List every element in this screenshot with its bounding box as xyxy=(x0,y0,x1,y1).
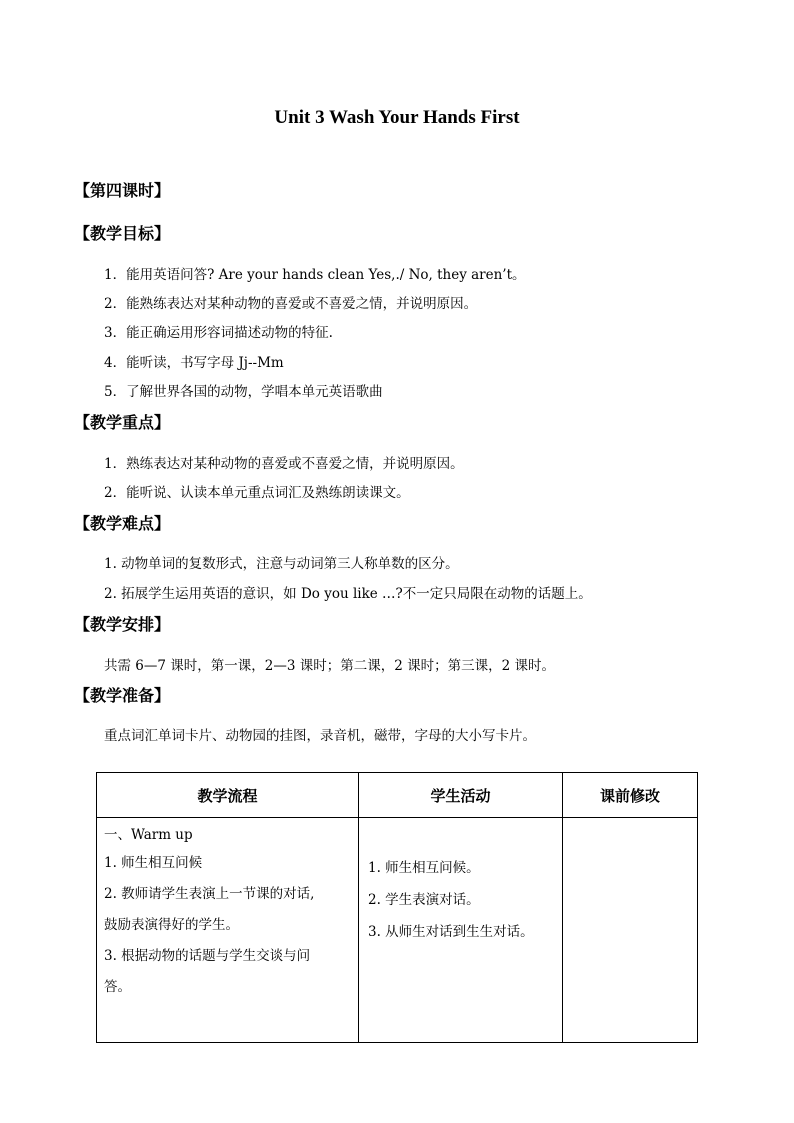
preparation-heading: 【教学准备】 xyxy=(74,686,171,705)
objective-item: 4．能听读，书写字母 Jj--Mm xyxy=(104,355,284,371)
key-point-item: 2．能听说、认读本单元重点词汇及熟练朗读课文。 xyxy=(104,485,410,501)
header-process: 教学流程 xyxy=(97,773,359,818)
document-title: Unit 3 Wash Your Hands First xyxy=(274,107,520,128)
lesson-flow-table xyxy=(96,772,698,1043)
difficulty-item: 2. 拓展学生运用英语的意识，如 Do you like …?不一定只局限在动物的话题上。 xyxy=(104,586,592,602)
process-cell xyxy=(97,818,359,1043)
arrangement-text: 共需 6—7 课时，第一课，2—3 课时；第二课，2 课时；第三课，2 课时。 xyxy=(104,658,555,674)
process-line: 2. 教师请学生表演上一节课的对话, xyxy=(104,886,315,902)
process-line: 一、Warm up xyxy=(104,827,193,843)
difficulties-heading: 【教学难点】 xyxy=(74,514,171,533)
process-line: 3. 根据动物的话题与学生交谈与问 xyxy=(104,948,311,964)
student-line: 2. 学生表演对话。 xyxy=(368,892,480,908)
lesson-heading: 【第四课时】 xyxy=(74,181,171,200)
objective-item: 3．能正确运用形容词描述动物的特征. xyxy=(104,325,333,341)
process-line: 答。 xyxy=(104,979,131,995)
header-student-activity: 学生活动 xyxy=(359,773,563,818)
key-points-heading: 【教学重点】 xyxy=(74,413,171,432)
preparation-text: 重点词汇单词卡片、动物园的挂图，录音机，磁带，字母的大小写卡片。 xyxy=(104,728,536,744)
student-line: 3. 从师生对话到生生对话。 xyxy=(368,924,534,940)
objective-item: 5．了解世界各国的动物，学唱本单元英语歌曲 xyxy=(104,384,383,400)
student-line: 1. 师生相互问候。 xyxy=(368,860,480,876)
arrangement-heading: 【教学安排】 xyxy=(74,615,171,634)
objectives-heading: 【教学目标】 xyxy=(74,224,171,243)
process-line: 1. 师生相互问候 xyxy=(104,855,203,871)
objective-item: 2．能熟练表达对某种动物的喜爱或不喜爱之情，并说明原因。 xyxy=(104,296,478,312)
difficulty-item: 1. 动物单词的复数形式，注意与动词第三人称单数的区分。 xyxy=(104,556,459,572)
key-point-item: 1．熟练表达对某种动物的喜爱或不喜爱之情，并说明原因。 xyxy=(104,456,464,472)
revision-cell xyxy=(563,818,698,1043)
header-revision: 课前修改 xyxy=(563,773,698,818)
student-activity-cell xyxy=(359,818,563,1043)
process-line: 鼓励表演得好的学生。 xyxy=(104,917,239,933)
objective-item: 1．能用英语问答? Are your hands clean Yes,./ No, they aren’t。 xyxy=(104,267,526,283)
